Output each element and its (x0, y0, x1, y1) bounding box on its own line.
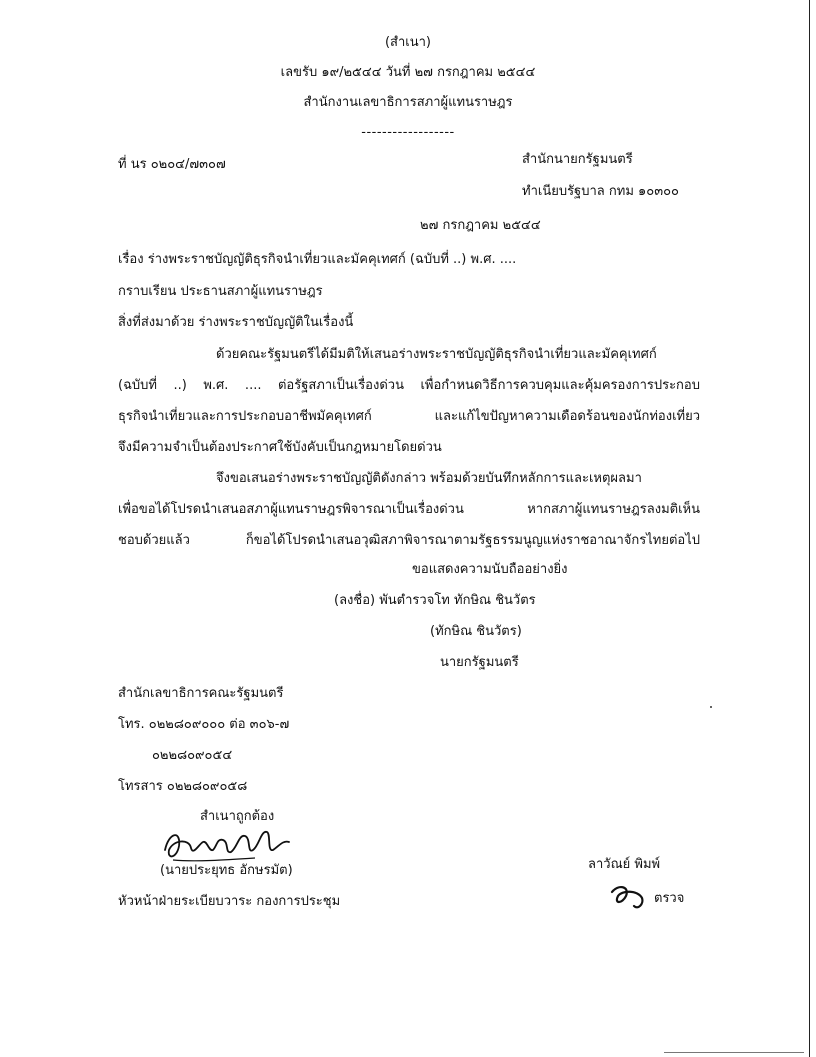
paragraph-1-line: (ฉบับที่ ..) พ.ศ. .... ต่อรัฐสภาเป็นเรื่องด่วน เพื่อกำหนดวิธีการควบคุมและคุ้มครองการประกอบ (118, 378, 700, 393)
certifier-name: (นายประยุทธ อักษรมัต) (160, 863, 293, 878)
certified-copy-note: สำเนาถูกต้อง (200, 809, 275, 824)
signer-title: นายกรัฐมนตรี (440, 655, 519, 670)
typist-note: ลาวัณย์ พิมพ์ (588, 857, 661, 872)
paragraph-2-line: ชอบด้วยแล้ว ก็ขอได้โปรดนำเสนอวุฒิสภาพิจารณาตามรัฐธรรมนูญแห่งราชอาณาจักรไทยต่อไป (118, 533, 700, 548)
paragraph-2-line: เพื่อขอได้โปรดนำเสนอสภาผู้แทนราษฎรพิจารณาเป็นเรื่องด่วน หากสภาผู้แทนราษฎรลงมติเห็น (118, 502, 700, 517)
closing-phrase: ขอแสดงความนับถืออย่างยิ่ง (412, 562, 568, 577)
paragraph-1-line: จึงมีความจำเป็นต้องประกาศใช้บังคับเป็นกฎหมายโดยด่วน (118, 440, 442, 455)
subject-line: เรื่อง ร่างพระราชบัญญัติธุรกิจนำเที่ยวและมัคคุเทศก์ (ฉบับที่ ..) พ.ศ. .... (118, 252, 517, 267)
enclosure-line: สิ่งที่ส่งมาด้วย ร่างพระราชบัญญัติในเรื่องนี้ (118, 315, 354, 330)
letter-date: ๒๗ กรกฎาคม ๒๕๔๔ (420, 218, 541, 233)
header-separator: ------------------ (361, 125, 455, 140)
scan-edge-line (809, 0, 810, 1057)
copy-note: (สำเนา) (384, 35, 431, 50)
sender-address: ทำเนียบรัฐบาล กทม ๑๐๓๐๐ (522, 184, 679, 199)
scan-speck (710, 706, 712, 708)
signer-name: (ทักษิณ ชินวัตร) (430, 624, 522, 639)
receipt-line: เลขรับ ๑๙/๒๕๔๔ วันที่ ๒๗ กรกฎาคม ๒๕๔๔ (280, 65, 536, 80)
signed-line: (ลงชื่อ) พันตำรวจโท ทักษิณ ชินวัตร (334, 593, 536, 608)
paragraph-1-line: ด้วยคณะรัฐมนตรีได้มีมติให้เสนอร่างพระราชบัญญัติธุรกิจนำเที่ยวและมัคคุเทศก์ (216, 347, 657, 362)
certifier-title: หัวหน้าฝ่ายระเบียบวาระ กองการประชุม (118, 894, 341, 909)
sender-office: สำนักนายกรัฐมนตรี (522, 152, 633, 167)
paragraph-1-line: ธุรกิจนำเที่ยวและการประกอบอาชีพมัคคุเทศก์ และแก้ไขปัญหาความเดือดร้อนของนักท่องเที่ยว (118, 409, 700, 424)
paragraph-2-line: จึงขอเสนอร่างพระราชบัญญัติดังกล่าว พร้อมด้วยบันทึกหลักการและเหตุผลมา (216, 471, 642, 486)
salutation: กราบเรียน ประธานสภาผู้แทนราษฎร (118, 284, 323, 299)
footer-fax: โทรสาร ๐๒๒๘๐๙๐๕๘ (118, 779, 248, 794)
scan-bottom-rule (664, 1052, 804, 1053)
checker-note: ตรวจ (654, 891, 685, 906)
footer-telephone-2: ๐๒๒๘๐๙๐๕๔ (152, 748, 233, 763)
reference-number: ที่ นร ๐๒๐๔/๗๓๐๗ (118, 157, 226, 172)
footer-telephone: โทร. ๐๒๒๘๐๙๐๐๐ ต่อ ๓๐๖-๗ (118, 717, 290, 732)
handwritten-signature (155, 820, 295, 868)
receiving-office: สำนักงานเลขาธิการสภาผู้แทนราษฎร (303, 95, 513, 110)
footer-office: สำนักเลขาธิการคณะรัฐมนตรี (118, 686, 284, 701)
handwritten-initials (608, 882, 652, 912)
